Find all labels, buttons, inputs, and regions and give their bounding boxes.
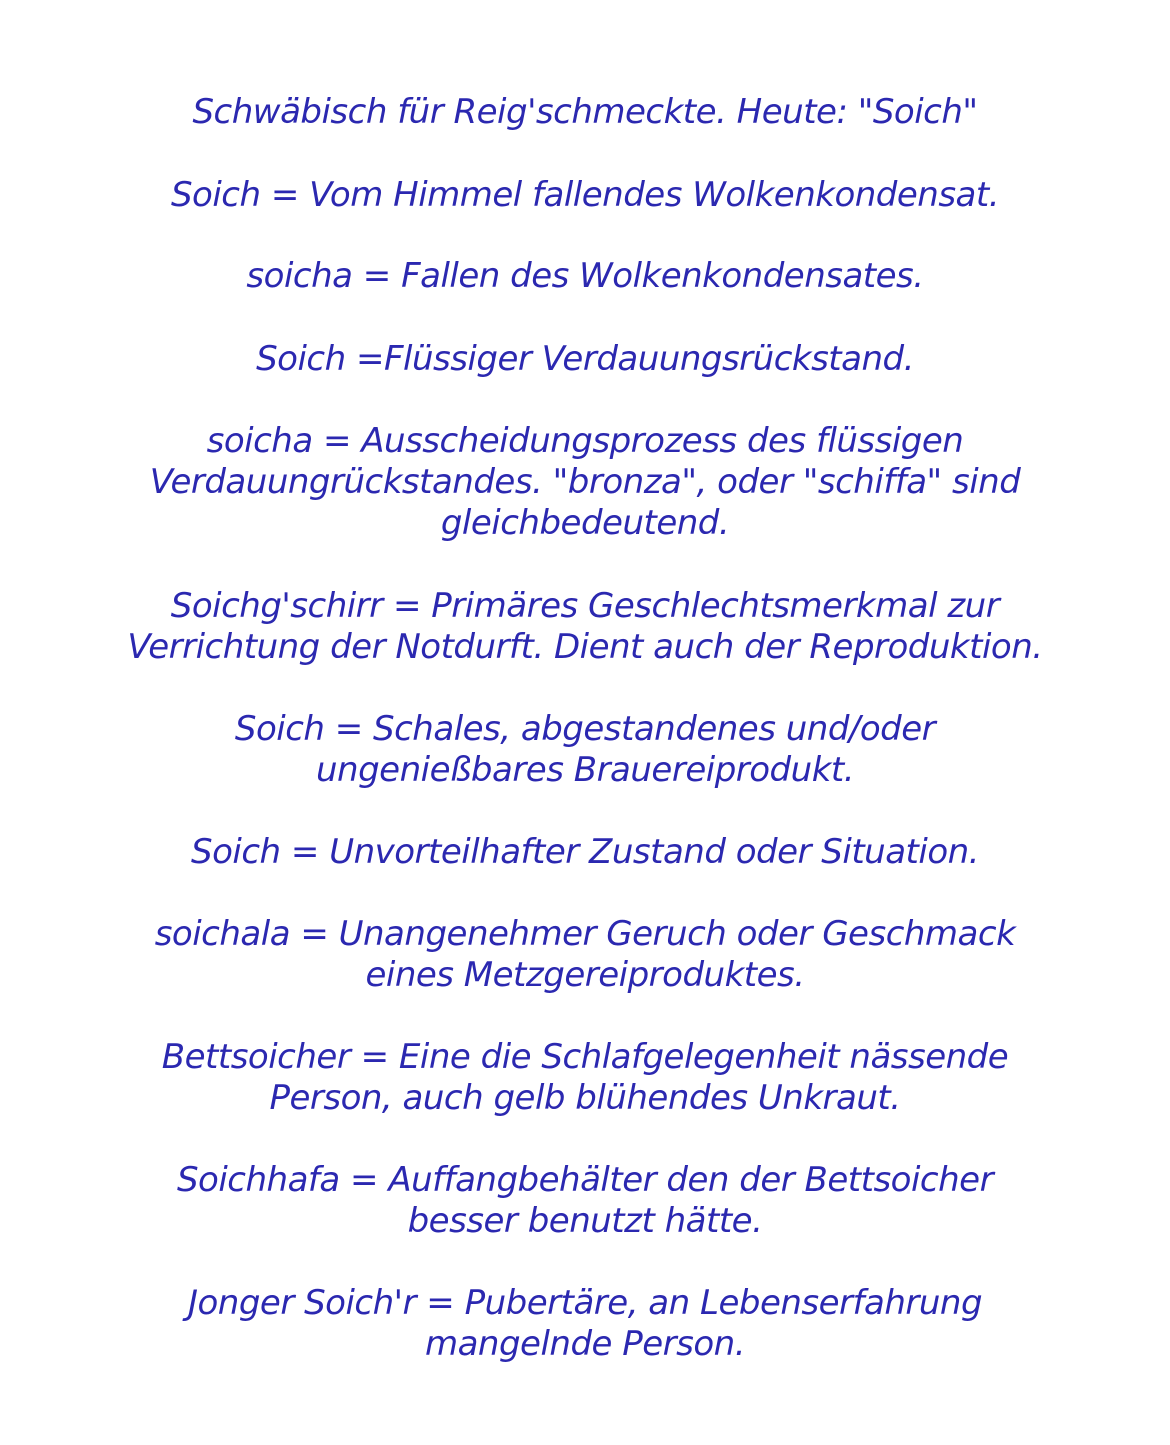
definition-entry [0, 1283, 1170, 1365]
definition-line: Person, auch gelb blühendes Unkraut. [269, 1078, 901, 1118]
definition-line: Verdauungrückstandes. "bronza", oder "schiffa" sind [149, 462, 1021, 502]
definition-entry [0, 709, 1170, 791]
definition-entry [0, 1160, 1170, 1242]
definition-entry [0, 256, 1170, 297]
definition-entry [0, 832, 1170, 873]
definition-entry [0, 914, 1170, 996]
definition-line: eines Metzgereiproduktes. [365, 955, 805, 995]
definition-line: soicha = Fallen des Wolkenkondensates. [246, 256, 924, 296]
definition-line: Bettsoicher = Eine die Schlafgelegenheit nässende [161, 1037, 1009, 1077]
definition-line: soichala = Unangenehmer Geruch oder Geschmack [154, 914, 1016, 954]
definition-entry [0, 1037, 1170, 1119]
definition-entry [0, 339, 1170, 380]
definition-entry [0, 586, 1170, 668]
definition-line: Soichg'schirr = Primäres Geschlechtsmerkmal zur [170, 586, 1000, 626]
definition-line: soicha = Ausscheidungsprozess des flüssigen [206, 421, 964, 461]
definition-line: Soichhafa = Auffangbehälter den der Bettsoicher [176, 1160, 994, 1200]
title-line: Schwäbisch für Reig'schmeckte. Heute: "Soich" [192, 92, 978, 132]
definition-line: Soich =Flüssiger Verdauungsrückstand. [256, 339, 914, 379]
definition-line: Soich = Vom Himmel fallendes Wolkenkondensat. [170, 175, 1000, 215]
page-title [0, 92, 1170, 133]
definition-line: Soich = Unvorteilhafter Zustand oder Situation. [191, 832, 979, 872]
definition-line: mangelnde Person. [424, 1324, 746, 1364]
definition-line: gleichbedeutend. [440, 503, 730, 543]
definition-line: besser benutzt hätte. [407, 1201, 763, 1241]
definition-line: Soich = Schales, abgestandenes und/oder [234, 709, 936, 749]
definition-line: ungenießbares Brauereiprodukt. [315, 750, 855, 790]
definition-line: Verrichtung der Notdurft. Dient auch der Reproduktion. [127, 627, 1043, 667]
definition-entry [0, 421, 1170, 544]
definition-entry [0, 175, 1170, 216]
definition-line: Jonger Soich'r = Pubertäre, an Lebenserfahrung [187, 1283, 983, 1323]
